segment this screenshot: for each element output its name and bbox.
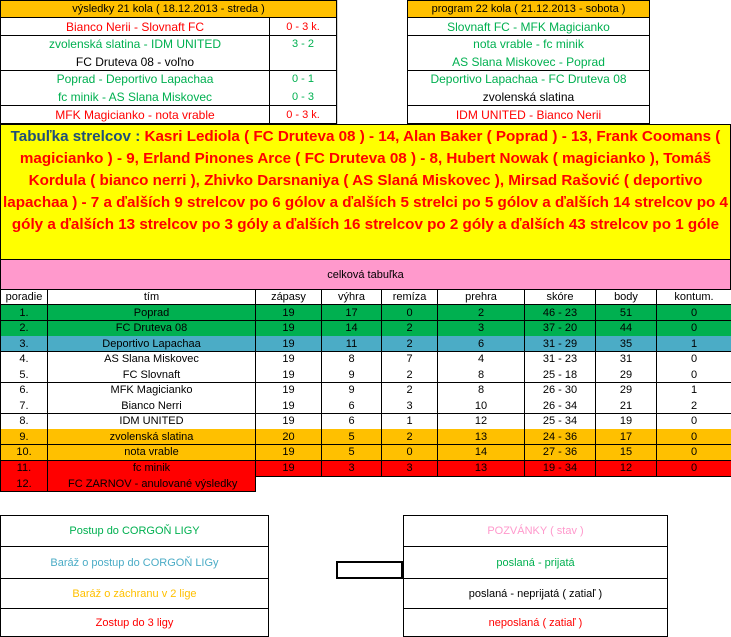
standings-pos: 5. <box>0 367 48 383</box>
program-title: program 22 kola ( 21.12.2013 - sobota ) <box>407 0 650 18</box>
standings-team: Poprad <box>47 305 256 321</box>
standings-drawn: 7 <box>381 352 438 368</box>
standings-played: 19 <box>255 336 322 352</box>
standings-pos: 1. <box>0 305 48 321</box>
legend-left-item: Baráž o postup do CORGOŇ LIGy <box>0 547 269 579</box>
standings-excluded-team: FC ZARNOV - anulované výsledky <box>47 476 256 492</box>
standings-lost: 13 <box>437 461 525 477</box>
standings-team: FC Slovnaft <box>47 367 256 383</box>
column-header-score: skóre <box>524 290 596 305</box>
standings-excluded-pos: 12. <box>0 476 48 492</box>
standings-played: 19 <box>255 414 322 430</box>
standings-forfeit: 0 <box>656 461 731 477</box>
result-score: 0 - 3 <box>270 88 337 106</box>
standings-team: nota vrable <box>47 445 256 461</box>
standings-played: 19 <box>255 461 322 477</box>
legend-left-item: Zostup do 3 ligy <box>0 609 269 637</box>
program-match: IDM UNITED - Bianco Nerii <box>407 106 650 124</box>
standings-score: 46 - 23 <box>524 305 596 321</box>
gridline <box>337 0 338 124</box>
result-match: fc minik - AS Slana Miskovec <box>0 88 270 106</box>
standings-played: 20 <box>255 429 322 445</box>
standings-forfeit: 0 <box>656 305 731 321</box>
result-score: 0 - 1 <box>270 71 337 89</box>
selected-cell[interactable] <box>336 561 403 579</box>
standings-team: IDM UNITED <box>47 414 256 430</box>
standings-won: 11 <box>321 336 382 352</box>
standings-points: 31 <box>595 352 657 368</box>
result-score <box>270 53 337 71</box>
standings-team: MFK Magicianko <box>47 383 256 399</box>
program-match: Slovnaft FC - MFK Magicianko <box>407 18 650 36</box>
standings-lost: 12 <box>437 414 525 430</box>
standings-points: 21 <box>595 398 657 414</box>
column-header-lost: prehra <box>437 290 525 305</box>
program-match: nota vrable - fc minik <box>407 36 650 54</box>
result-match: Bianco Nerii - Slovnaft FC <box>0 18 270 36</box>
standings-pos: 11. <box>0 461 48 477</box>
standings-lost: 13 <box>437 429 525 445</box>
column-header-played: zápasy <box>255 290 322 305</box>
standings-drawn: 2 <box>381 429 438 445</box>
result-match: Poprad - Deportivo Lapachaa <box>0 71 270 89</box>
top-scorers-label: Tabuľka strelcov : <box>10 128 141 145</box>
standings-points: 29 <box>595 367 657 383</box>
standings-points: 51 <box>595 305 657 321</box>
program-match: Deportivo Lapachaa - FC Druteva 08 <box>407 71 650 89</box>
legend-left-item: Postup do CORGOŇ LIGY <box>0 515 269 547</box>
standings-pos: 7. <box>0 398 48 414</box>
standings-played: 19 <box>255 305 322 321</box>
top-scorers-text: Kasri Lediola ( FC Druteva 08 ) - 14, Alan Baker ( Poprad ) - 13, Frank Coomans ( magicianko ) - 9, Erland Pinones Arce ( FC Druteva 08 ) - 8, Hubert Nowak ( magicianko ), Tomáš Kordula ( bianco nerri ), Zhivko Darsnaniya ( AS Slaná Miskovec ), Mirsad Rašović ( deportivo lapachaa ) - 7 a ďalších 9 strelcov po 6 gólov a ďalších 5 strelci po 5 gólov a ďalších 14 strelcov po 4 góly a ďalších 13 strelcov po 3 góly a ďalších 16 strelcov po 2 góly a ďalších 43 strelcov po 1 góle <box>3 128 728 233</box>
standings-team: AS Slana Miskovec <box>47 352 256 368</box>
standings-score: 26 - 30 <box>524 383 596 399</box>
standings-won: 9 <box>321 383 382 399</box>
standings-points: 12 <box>595 461 657 477</box>
standings-forfeit: 0 <box>656 445 731 461</box>
standings-won: 6 <box>321 398 382 414</box>
standings-drawn: 2 <box>381 383 438 399</box>
standings-drawn: 0 <box>381 305 438 321</box>
standings-won: 8 <box>321 352 382 368</box>
standings-team: FC Druteva 08 <box>47 321 256 337</box>
standings-score: 31 - 23 <box>524 352 596 368</box>
standings-drawn: 3 <box>381 461 438 477</box>
standings-pos: 6. <box>0 383 48 399</box>
legend-left-item: Baráž o záchranu v 2 lige <box>0 579 269 609</box>
standings-points: 17 <box>595 429 657 445</box>
standings-score: 37 - 20 <box>524 321 596 337</box>
result-match: zvolenská slatina - IDM UNITED <box>0 36 270 54</box>
standings-forfeit: 1 <box>656 336 731 352</box>
standings-forfeit: 0 <box>656 429 731 445</box>
legend-right-item: POZVÁNKY ( stav ) <box>403 515 668 547</box>
standings-played: 19 <box>255 383 322 399</box>
standings-played: 19 <box>255 445 322 461</box>
standings-team: Bianco Nerri <box>47 398 256 414</box>
standings-lost: 2 <box>437 305 525 321</box>
standings-played: 19 <box>255 321 322 337</box>
standings-won: 17 <box>321 305 382 321</box>
standings-forfeit: 1 <box>656 383 731 399</box>
standings-pos: 8. <box>0 414 48 430</box>
result-score: 0 - 3 k. <box>270 106 337 124</box>
standings-drawn: 1 <box>381 414 438 430</box>
standings-points: 15 <box>595 445 657 461</box>
standings-score: 25 - 18 <box>524 367 596 383</box>
standings-won: 9 <box>321 367 382 383</box>
column-header-points: body <box>595 290 657 305</box>
column-header-drawn: remíza <box>381 290 438 305</box>
result-score: 0 - 3 k. <box>270 18 337 36</box>
standings-lost: 14 <box>437 445 525 461</box>
standings-pos: 2. <box>0 321 48 337</box>
standings-team: Deportivo Lapachaa <box>47 336 256 352</box>
standings-drawn: 0 <box>381 445 438 461</box>
standings-lost: 8 <box>437 383 525 399</box>
standings-drawn: 3 <box>381 398 438 414</box>
standings-forfeit: 0 <box>656 367 731 383</box>
standings-forfeit: 0 <box>656 352 731 368</box>
legend-right-item: poslaná - neprijatá ( zatiaľ ) <box>403 579 668 609</box>
standings-team: zvolenská slatina <box>47 429 256 445</box>
legend-right-item: poslaná - prijatá <box>403 547 668 579</box>
result-match: FC Druteva 08 - voľno <box>0 53 270 71</box>
standings-score: 25 - 34 <box>524 414 596 430</box>
standings-played: 19 <box>255 367 322 383</box>
standings-played: 19 <box>255 398 322 414</box>
result-score: 3 - 2 <box>270 36 337 54</box>
standings-team: fc minik <box>47 461 256 477</box>
standings-won: 14 <box>321 321 382 337</box>
standings-points: 29 <box>595 383 657 399</box>
standings-lost: 10 <box>437 398 525 414</box>
column-header-won: výhra <box>321 290 382 305</box>
standings-won: 3 <box>321 461 382 477</box>
standings-lost: 4 <box>437 352 525 368</box>
result-match: MFK Magicianko - nota vrable <box>0 106 270 124</box>
standings-points: 35 <box>595 336 657 352</box>
top-scorers-banner <box>0 124 731 260</box>
standings-points: 19 <box>595 414 657 430</box>
standings-won: 5 <box>321 429 382 445</box>
standings-points: 44 <box>595 321 657 337</box>
standings-won: 6 <box>321 414 382 430</box>
standings-forfeit: 2 <box>656 398 731 414</box>
standings-forfeit: 0 <box>656 321 731 337</box>
results-title: výsledky 21 kola ( 18.12.2013 - streda ) <box>0 0 337 18</box>
standings-score: 24 - 36 <box>524 429 596 445</box>
standings-drawn: 2 <box>381 367 438 383</box>
standings-drawn: 2 <box>381 321 438 337</box>
standings-pos: 4. <box>0 352 48 368</box>
column-header-team: tím <box>47 290 256 305</box>
standings-pos: 9. <box>0 429 48 445</box>
standings-title: celková tabuľka <box>0 260 731 290</box>
program-match: AS Slana Miskovec - Poprad <box>407 53 650 71</box>
standings-score: 27 - 36 <box>524 445 596 461</box>
standings-forfeit: 0 <box>656 414 731 430</box>
standings-lost: 6 <box>437 336 525 352</box>
standings-score: 31 - 29 <box>524 336 596 352</box>
standings-score: 19 - 34 <box>524 461 596 477</box>
standings-won: 5 <box>321 445 382 461</box>
legend-right-item: neposlaná ( zatiaľ ) <box>403 609 668 637</box>
standings-drawn: 2 <box>381 336 438 352</box>
standings-lost: 3 <box>437 321 525 337</box>
standings-played: 19 <box>255 352 322 368</box>
standings-pos: 10. <box>0 445 48 461</box>
standings-pos: 3. <box>0 336 48 352</box>
column-header-forfeit: kontum. <box>656 290 731 305</box>
standings-lost: 8 <box>437 367 525 383</box>
program-match: zvolenská slatina <box>407 88 650 106</box>
standings-score: 26 - 34 <box>524 398 596 414</box>
column-header-pos: poradie <box>0 290 48 305</box>
